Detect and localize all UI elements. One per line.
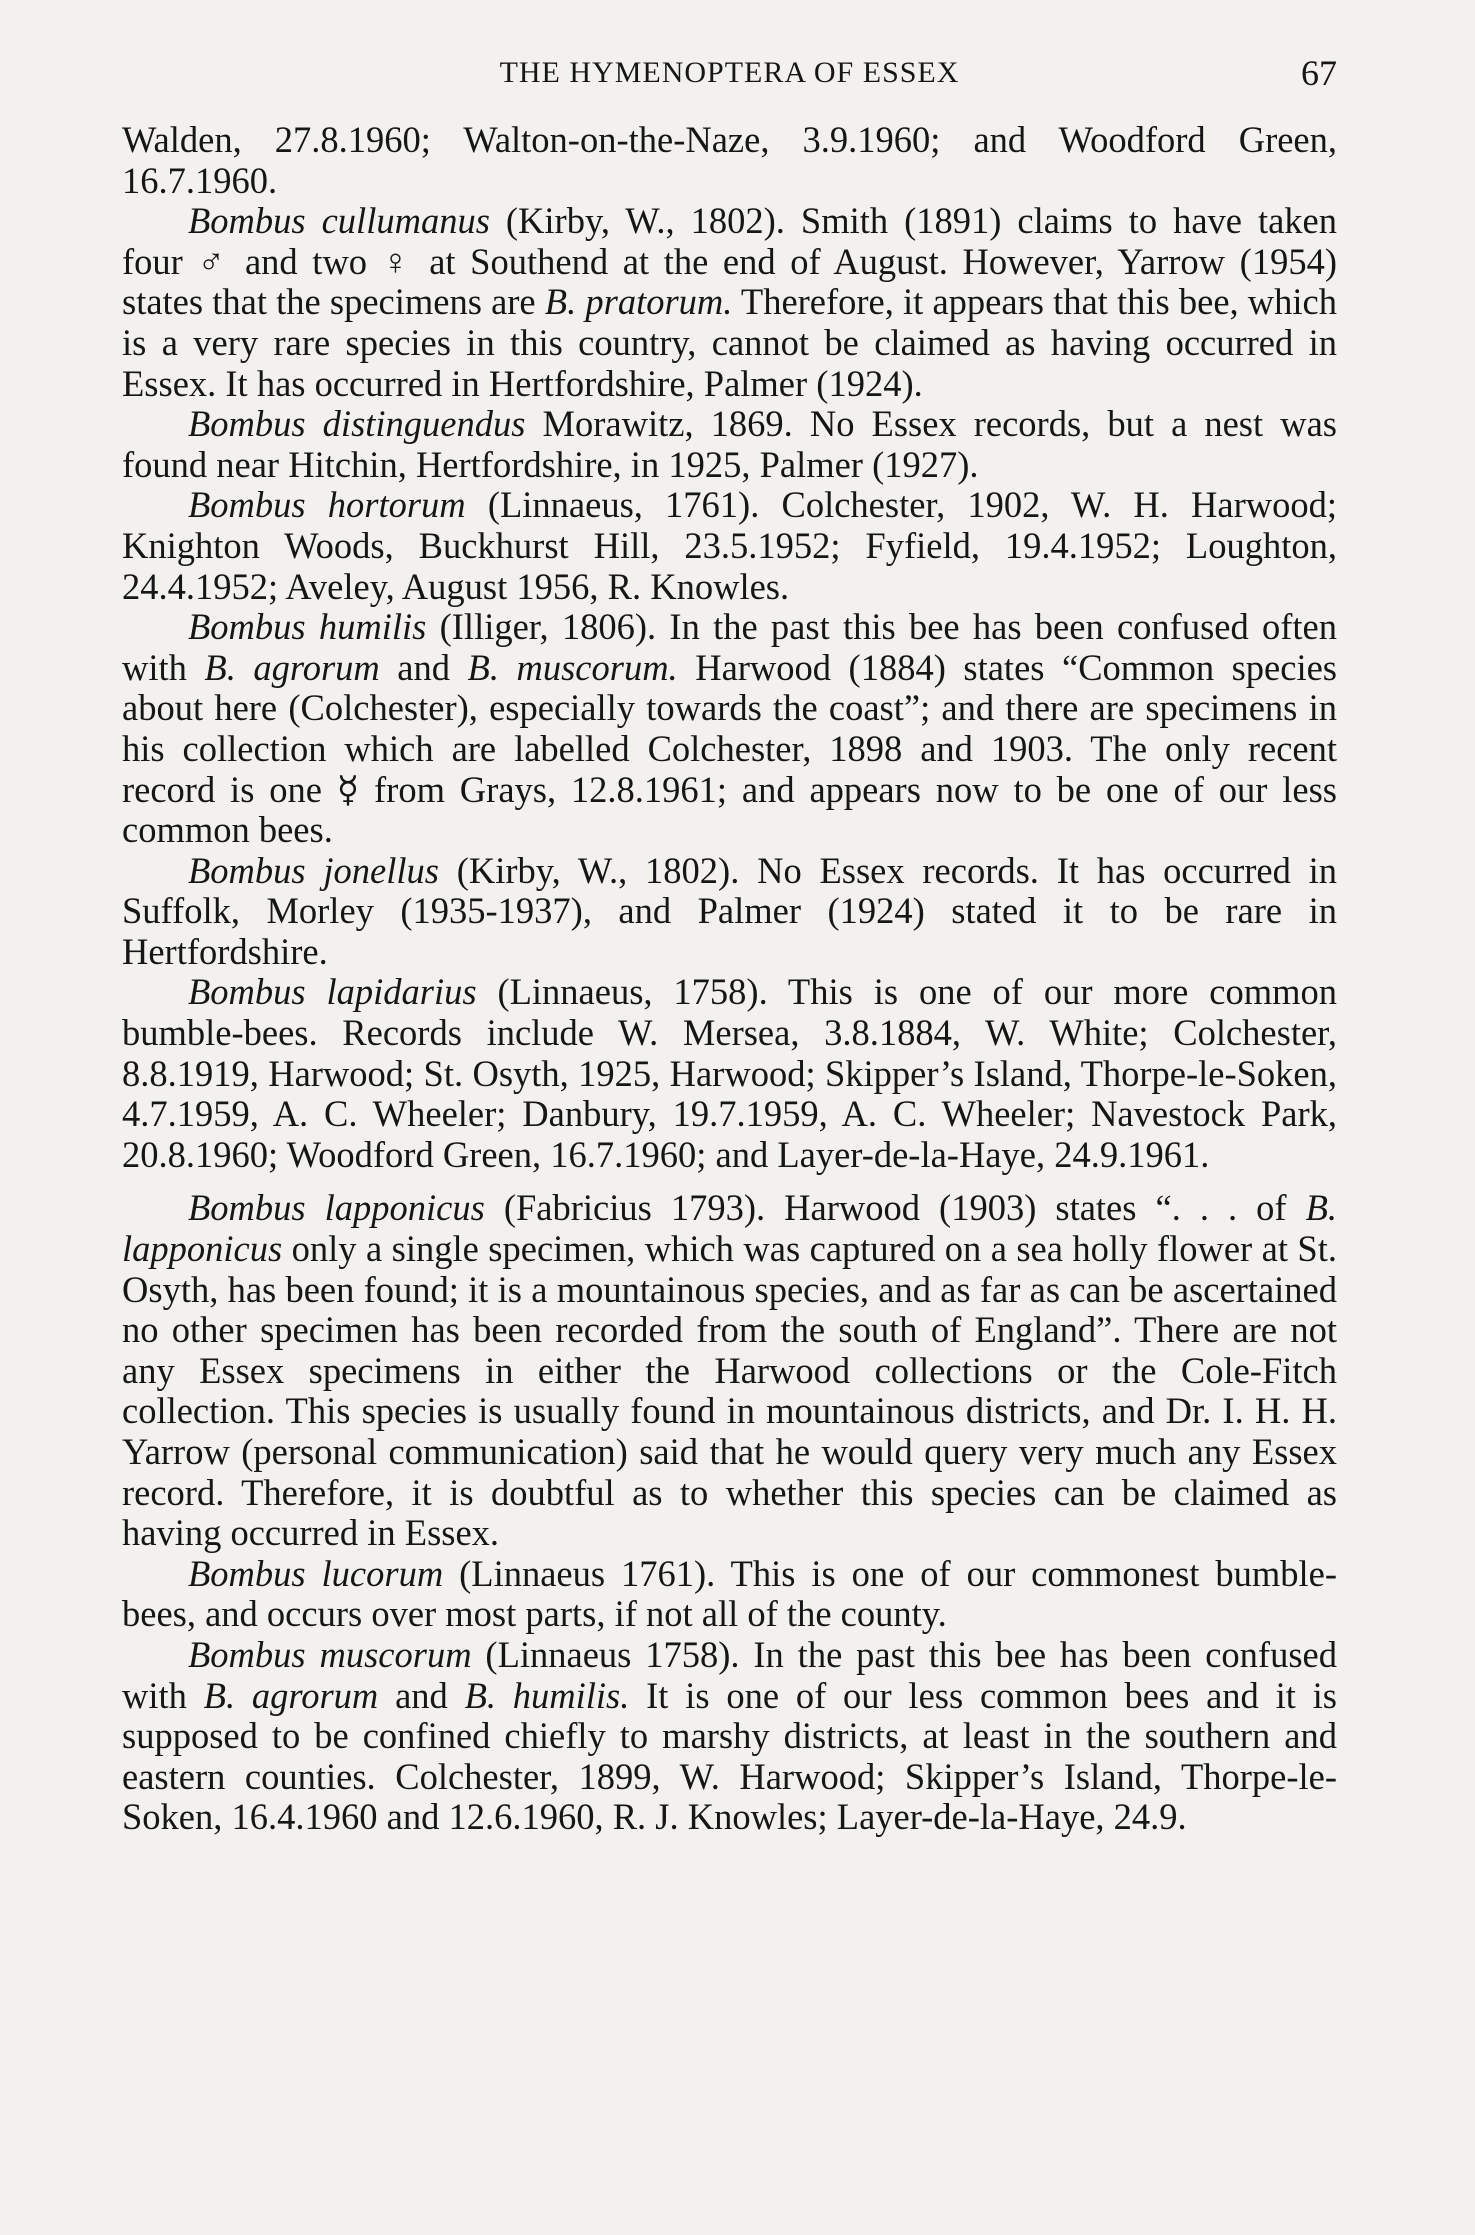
species-name: Bombus hortorum bbox=[188, 484, 466, 526]
text-segment: Therefore, it appears that this bee, which is a very rare species in this country, cannot be claimed as having occurred in Essex. It has occurred in Hertfordshire, Palmer (1924). bbox=[122, 281, 1337, 404]
running-title: THE HYMENOPTERA OF ESSEX bbox=[499, 56, 960, 89]
species-name: Bombus lapidarius bbox=[188, 971, 477, 1013]
species-name: B. agrorum bbox=[203, 1674, 379, 1716]
paragraph bbox=[122, 404, 1337, 485]
species-name: B. pratorum. bbox=[544, 281, 733, 323]
paragraph bbox=[122, 607, 1337, 851]
text-segment: (Kirby, W., 1802). Smith (1891) claims to have taken four ♂ and two ♀ at Southend at the end of August. However, Yarrow (1954) states that the specimens are bbox=[122, 200, 1337, 323]
text-segment: (Illiger, 1806). In the past this bee has been confused often with bbox=[122, 606, 1337, 688]
text-segment: and bbox=[378, 1674, 465, 1716]
body-text bbox=[122, 120, 1337, 1838]
species-name: B. agrorum bbox=[204, 646, 380, 688]
text-segment: only a single specimen, which was captured on a sea holly flower at St. Osyth, has been found; it is a mountainous species, and as far as can be ascertained no other specimen has been recorded from the south of England”. There are not any Essex specimens in either the Harwood collections or the Cole-Fitch collection. This species is usually found in mountainous districts, and Dr. I. H. H. Yarrow (personal communication) said that he would query very much any Essex record. Therefore, it is doubtful as to whether this species can be claimed as having occurred in Essex. bbox=[122, 1228, 1337, 1554]
species-name: B. humilis. bbox=[464, 1674, 630, 1716]
paragraph bbox=[122, 1188, 1337, 1553]
text-segment: and bbox=[379, 646, 468, 688]
text-segment: (Linnaeus, 1761). Colchester, 1902, W. H. Harwood; Knighton Woods, Buckhurst Hill, 23.5.1952; Fyfield, 19.4.1952; Loughton, 24.4.1952; Aveley, August 1956, R. Knowles. bbox=[122, 484, 1337, 607]
paragraph bbox=[122, 851, 1337, 973]
text-segment: (Linnaeus, 1758). This is one of our more common bumble-bees. Records include W. Mersea, 3.8.1884, W. White; Colchester, 8.8.1919, Harwood; St. Osyth, 1925, Harwood; Skipper’s Island, Thorpe-le-Soken, 4.7.1959, A. C. Wheeler; Danbury, 19.7.1959, A. C. Wheeler; Navestock Park, 20.8.1960; Woodford Green, 16.7.1960; and Layer-de-la-Haye, 24.9.1961. bbox=[122, 971, 1337, 1175]
text-segment: Morawitz, 1869. No Essex records, but a nest was found near Hitchin, Hertfordshire, in 1925, Palmer (1927). bbox=[122, 403, 1337, 485]
paragraph bbox=[122, 1554, 1337, 1635]
text-segment: (Fabricius 1793). Harwood (1903) states “. . . of bbox=[484, 1187, 1306, 1229]
text-segment: (Linnaeus 1758). In the past this bee has been confused with bbox=[122, 1633, 1337, 1716]
text-segment: (Linnaeus 1761). This is one of our commonest bumble-bees, and occurs over most parts, if not all of the county. bbox=[122, 1552, 1338, 1635]
page-number: 67 bbox=[1301, 53, 1337, 93]
species-name: Bombus lucorum bbox=[188, 1552, 444, 1594]
text-segment: Harwood (1884) states “Common species about here (Colchester), especially towards the coast”; and there are specimens in his collection which are labelled Colchester, 1898 and 1903. The only recent record is one ☿ from Grays, 12.8.1961; and appears now to be one of our less common bees. bbox=[122, 646, 1337, 851]
paragraph bbox=[122, 972, 1337, 1175]
species-name: Bombus jonellus bbox=[188, 849, 439, 891]
species-name: B. lapponicus bbox=[122, 1187, 1338, 1270]
species-name: Bombus humilis bbox=[188, 606, 427, 648]
text-segment: Walden, 27.8.1960; Walton-on-the-Naze, 3.9.1960; and Woodford Green, 16.7.1960. bbox=[122, 119, 1337, 201]
paragraph bbox=[122, 1635, 1337, 1838]
paragraph bbox=[122, 120, 1337, 201]
species-name: B. muscorum. bbox=[467, 646, 678, 688]
paragraph bbox=[122, 485, 1337, 607]
species-name: Bombus cullumanus bbox=[188, 200, 490, 242]
species-name: Bombus distinguendus bbox=[188, 403, 526, 445]
paragraph bbox=[122, 201, 1337, 404]
running-head bbox=[122, 52, 1337, 96]
text-segment: It is one of our less common bees and it is supposed to be confined chiefly to marshy districts, at least in the southern and eastern counties. Colchester, 1899, W. Harwood; Skipper’s Island, Thorpe-le-Soken, 16.4.1960 and 12.6.1960, R. J. Knowles; Layer-de-la-Haye, 24.9. bbox=[122, 1674, 1337, 1838]
species-name: Bombus muscorum bbox=[188, 1633, 472, 1675]
species-name: Bombus lapponicus bbox=[188, 1187, 485, 1229]
text-segment: (Kirby, W., 1802). No Essex records. It has occurred in Suffolk, Morley (1935-1937), and Palmer (1924) stated it to be rare in Hertfordshire. bbox=[122, 849, 1338, 972]
